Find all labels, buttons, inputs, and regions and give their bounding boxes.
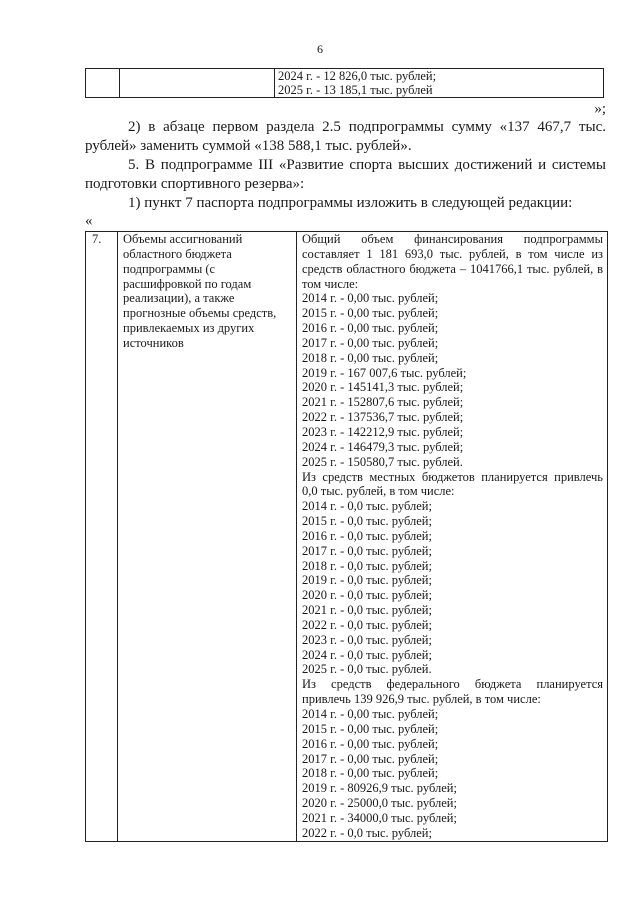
list-item: 2018 г. - 0,00 тыс. рублей;: [302, 766, 439, 781]
list-item: 2016 г. - 0,00 тыс. рублей;: [302, 736, 439, 751]
list-item: 2016 г. - 0,00 тыс. рублей;: [302, 321, 439, 336]
year-line: 2024 г. - 12 826,0 тыс. рублей;: [278, 69, 437, 83]
list-item: 2017 г. - 0,0 тыс. рублей;: [302, 543, 432, 558]
list-item: 2015 г. - 0,00 тыс. рублей;: [302, 306, 439, 321]
opening-quote: «: [85, 213, 93, 229]
table-cell-empty: [120, 69, 275, 98]
closing-quote: »;: [594, 101, 606, 117]
list-item: 2014 г. - 0,0 тыс. рублей;: [302, 499, 432, 514]
table-cell-empty: [86, 69, 120, 98]
list-item: 2023 г. - 0,0 тыс. рублей;: [302, 632, 432, 647]
list-item: 2020 г. - 145141,3 тыс. рублей;: [302, 380, 464, 395]
row-number: 7.: [86, 232, 118, 842]
paragraph-amendment-2: 2) в абзаце первом раздела 2.5 подпрограммы сумму «137 467,7 тыс. рублей» заменить суммой «138 588,1 тыс. рублей».: [85, 119, 606, 154]
paragraph-item-1: 1) пункт 7 паспорта подпрограммы изложить в следующей редакции:: [128, 195, 573, 211]
federal-intro: Из средств федерального бюджета планируется привлечь 139 926,9 тыс. рублей, в том числе:: [302, 677, 603, 707]
row-label: Объемы ассигнований областного бюджета подпрограммы (с расшифровкой по годам реализации), а также прогнозные объемы средств, привлекаемых из других источников: [118, 232, 297, 842]
year-line: 2025 г. - 13 185,1 тыс. рублей: [278, 83, 433, 97]
list-item: 2014 г. - 0,00 тыс. рублей;: [302, 707, 439, 721]
list-item: 2024 г. - 0,0 тыс. рублей;: [302, 647, 432, 662]
list-item: 2019 г. - 167 007,6 тыс. рублей;: [302, 365, 467, 380]
local-intro: Из средств местных бюджетов планируется привлечь 0,0 тыс. рублей, в том числе:: [302, 469, 603, 499]
continued-table: [85, 68, 604, 98]
list-item: 2016 г. - 0,0 тыс. рублей;: [302, 528, 432, 543]
list-item: 2020 г. - 25000,0 тыс. рублей;: [302, 796, 457, 811]
list-item: 2021 г. - 0,0 тыс. рублей;: [302, 603, 432, 618]
table-row: [86, 232, 608, 842]
table-cell-values: [275, 69, 604, 98]
list-item: 2021 г. - 152807,6 тыс. рублей;: [302, 395, 464, 410]
list-item: 2017 г. - 0,00 тыс. рублей;: [302, 335, 439, 350]
list-item: 2020 г. - 0,0 тыс. рублей;: [302, 588, 432, 603]
paragraph-subprogram-3: 5. В подпрограмме III «Развитие спорта высших достижений и системы подготовки спортивного резерва»:: [85, 157, 606, 192]
row-values: [297, 232, 608, 842]
list-item: 2015 г. - 0,00 тыс. рублей;: [302, 721, 439, 736]
list-item: 2014 г. - 0,00 тыс. рублей;: [302, 291, 439, 306]
passport-table: [85, 231, 608, 842]
list-item: 2018 г. - 0,0 тыс. рублей;: [302, 558, 432, 573]
list-item: 2019 г. - 0,0 тыс. рублей;: [302, 573, 432, 588]
list-item: 2022 г. - 137536,7 тыс. рублей;: [302, 410, 464, 425]
page-number: 6: [317, 42, 323, 56]
list-item: 2018 г. - 0,00 тыс. рублей;: [302, 350, 439, 365]
list-item: 2022 г. - 0,0 тыс. рублей;: [302, 825, 432, 840]
regional-intro: Общий объем финансирования подпрограммы составляет 1 181 693,0 тыс. рублей, в том числе из средств областного бюджета – 1041766,1 тыс. рублей, в том числе:: [302, 232, 603, 291]
list-item: 2025 г. - 150580,7 тыс. рублей.: [302, 454, 463, 469]
list-item: 2019 г. - 80926,9 тыс. рублей;: [302, 781, 457, 796]
list-item: 2024 г. - 146479,3 тыс. рублей;: [302, 439, 464, 454]
list-item: 2015 г. - 0,0 тыс. рублей;: [302, 514, 432, 529]
list-item: 2021 г. - 34000,0 тыс. рублей;: [302, 810, 457, 825]
list-item: 2017 г. - 0,00 тыс. рублей;: [302, 751, 439, 766]
list-item: 2023 г. - 142212,9 тыс. рублей;: [302, 424, 464, 439]
local-years-list: [302, 499, 603, 677]
list-item: 2022 г. - 0,0 тыс. рублей;: [302, 617, 432, 632]
regional-years-list: [302, 291, 603, 469]
federal-years-list: [302, 707, 603, 841]
list-item: 2025 г. - 0,0 тыс. рублей.: [302, 662, 432, 677]
